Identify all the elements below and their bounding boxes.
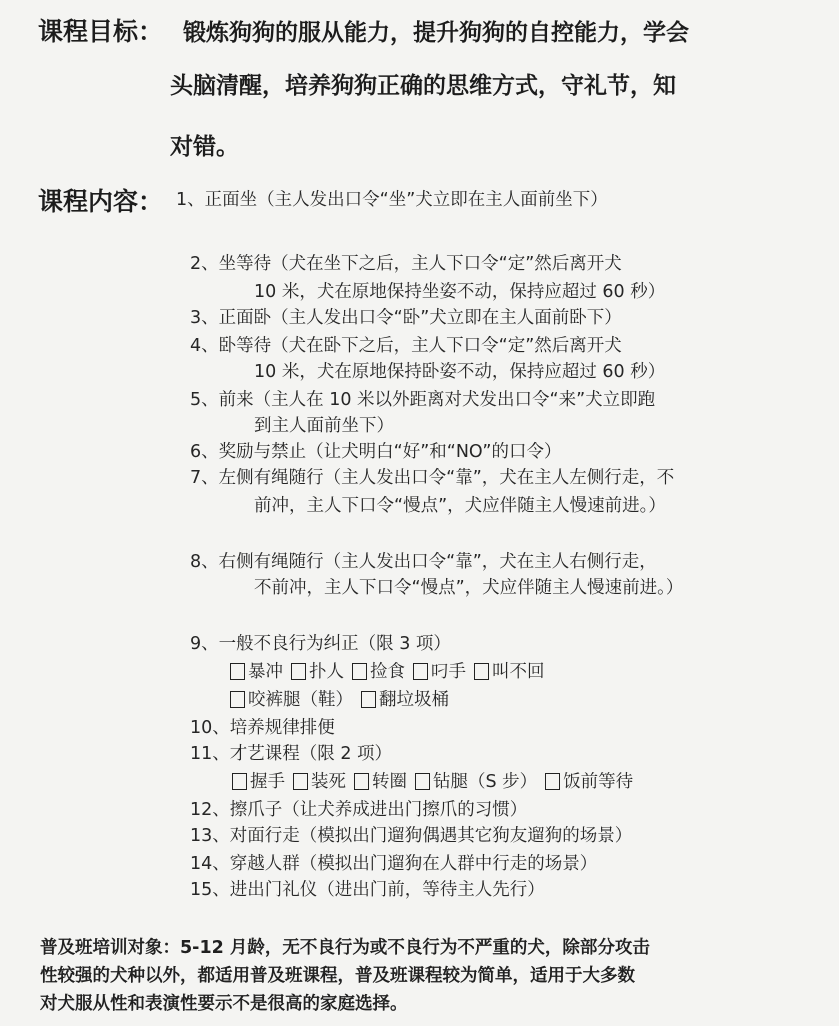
content-item-8-line-2: 不前冲，主人下口令“慢点”，犬应伴随主人慢速前进。）: [254, 578, 684, 598]
course-goal-line-1: 锻炼狗狗的服从能力，提升狗狗的自控能力，学会: [183, 20, 689, 46]
option-label: 握手: [250, 772, 285, 792]
checkbox-icon[interactable]: [474, 663, 489, 680]
option-checkbox[interactable]: [354, 768, 407, 793]
content-item-6: 6、奖励与禁止（让犬明白“好”和“NO”的口令）: [190, 442, 562, 462]
content-item-7-line-1: 7、左侧有绳随行（主人发出口令“靠”，犬在主人左侧行走，不: [190, 468, 675, 488]
content-item-7-line-2: 前冲，主人下口令“慢点”，犬应伴随主人慢速前进。）: [254, 496, 666, 516]
content-item-12: 12、擦爪子（让犬养成进出门擦爪的习惯）: [190, 800, 528, 820]
option-label: 装死: [311, 772, 346, 792]
option-label: 饭前等待: [563, 772, 634, 792]
option-checkbox[interactable]: [291, 658, 344, 683]
course-goal-line-2: 头脑清醒，培养狗狗正确的思维方式，守礼节，知: [170, 73, 676, 99]
content-item-3: 3、正面卧（主人发出口令“卧”犬立即在主人面前卧下）: [190, 308, 622, 328]
footer-line-2: 性较强的犬种以外，都适用普及班课程，普及班课程较为简单，适用于大多数: [40, 966, 635, 986]
option-label: 叼手: [431, 662, 466, 682]
option-checkbox[interactable]: [413, 658, 466, 683]
option-checkbox[interactable]: [232, 768, 285, 793]
checkbox-icon[interactable]: [361, 691, 376, 708]
option-label: 咬裤腿（鞋）: [248, 690, 353, 710]
checkbox-icon[interactable]: [352, 663, 367, 680]
course-content-label: 课程内容：: [38, 187, 164, 216]
option-label: 翻垃圾桶: [379, 690, 449, 710]
option-label: 暴冲: [248, 662, 283, 682]
item-9-options-row-2: [230, 686, 457, 711]
checkbox-icon[interactable]: [230, 691, 245, 708]
option-checkbox[interactable]: [230, 658, 283, 683]
checkbox-icon[interactable]: [232, 773, 247, 790]
item-11-options: [232, 768, 641, 793]
option-label: 钻腿（S 步）: [433, 772, 538, 792]
course-goal-line-3: 对错。: [170, 134, 239, 160]
content-item-15: 15、进出门礼仪（进出门前，等待主人先行）: [190, 880, 545, 900]
option-checkbox[interactable]: [293, 768, 346, 793]
option-label: 捡食: [370, 662, 405, 682]
content-item-5-line-2: 到主人面前坐下）: [254, 416, 394, 436]
option-label: 叫不回: [492, 662, 545, 682]
content-item-9: 9、一般不良行为纠正（限 3 项）: [190, 634, 451, 654]
option-checkbox[interactable]: [474, 658, 545, 683]
option-checkbox[interactable]: [361, 686, 449, 711]
option-label: 扑人: [309, 662, 344, 682]
checkbox-icon[interactable]: [291, 663, 306, 680]
content-item-1: 1、正面坐（主人发出口令“坐”犬立即在主人面前坐下）: [176, 190, 608, 210]
checkbox-icon[interactable]: [545, 773, 560, 790]
checkbox-icon[interactable]: [230, 663, 245, 680]
course-goal-label: 课程目标：: [38, 17, 164, 46]
content-item-11: 11、才艺课程（限 2 项）: [190, 744, 393, 764]
item-9-options-row-1: [230, 658, 553, 683]
option-checkbox[interactable]: [230, 686, 353, 711]
content-item-14: 14、穿越人群（模拟出门遛狗在人群中行走的场景）: [190, 854, 598, 874]
content-item-13: 13、对面行走（模拟出门遛狗偶遇其它狗友遛狗的场景）: [190, 826, 633, 846]
content-item-2-line-2: 10 米，犬在原地保持坐姿不动，保持应超过 60 秒）: [254, 282, 666, 302]
option-checkbox[interactable]: [352, 658, 405, 683]
checkbox-icon[interactable]: [413, 663, 428, 680]
content-item-10: 10、培养规律排便: [190, 718, 335, 738]
footer-line-1: 普及班培训对象：5-12 月龄，无不良行为或不良行为不严重的犬，除部分攻击: [40, 938, 650, 958]
content-item-5-line-1: 5、前来（主人在 10 米以外距离对犬发出口令“来”犬立即跑: [190, 390, 656, 410]
content-item-4-line-1: 4、卧等待（犬在卧下之后，主人下口令“定”然后离开犬: [190, 336, 622, 356]
option-checkbox[interactable]: [415, 768, 537, 793]
option-label: 转圈: [372, 772, 407, 792]
content-item-8-line-1: 8、右侧有绳随行（主人发出口令“靠”，犬在主人右侧行走，: [190, 552, 657, 572]
content-item-2-line-1: 2、坐等待（犬在坐下之后，主人下口令“定”然后离开犬: [190, 254, 622, 274]
content-item-4-line-2: 10 米，犬在原地保持卧姿不动，保持应超过 60 秒）: [254, 362, 666, 382]
checkbox-icon[interactable]: [293, 773, 308, 790]
footer-line-3: 对犬服从性和表演性要示不是很高的家庭选择。: [40, 994, 408, 1014]
option-checkbox[interactable]: [545, 768, 633, 793]
checkbox-icon[interactable]: [354, 773, 369, 790]
checkbox-icon[interactable]: [415, 773, 430, 790]
